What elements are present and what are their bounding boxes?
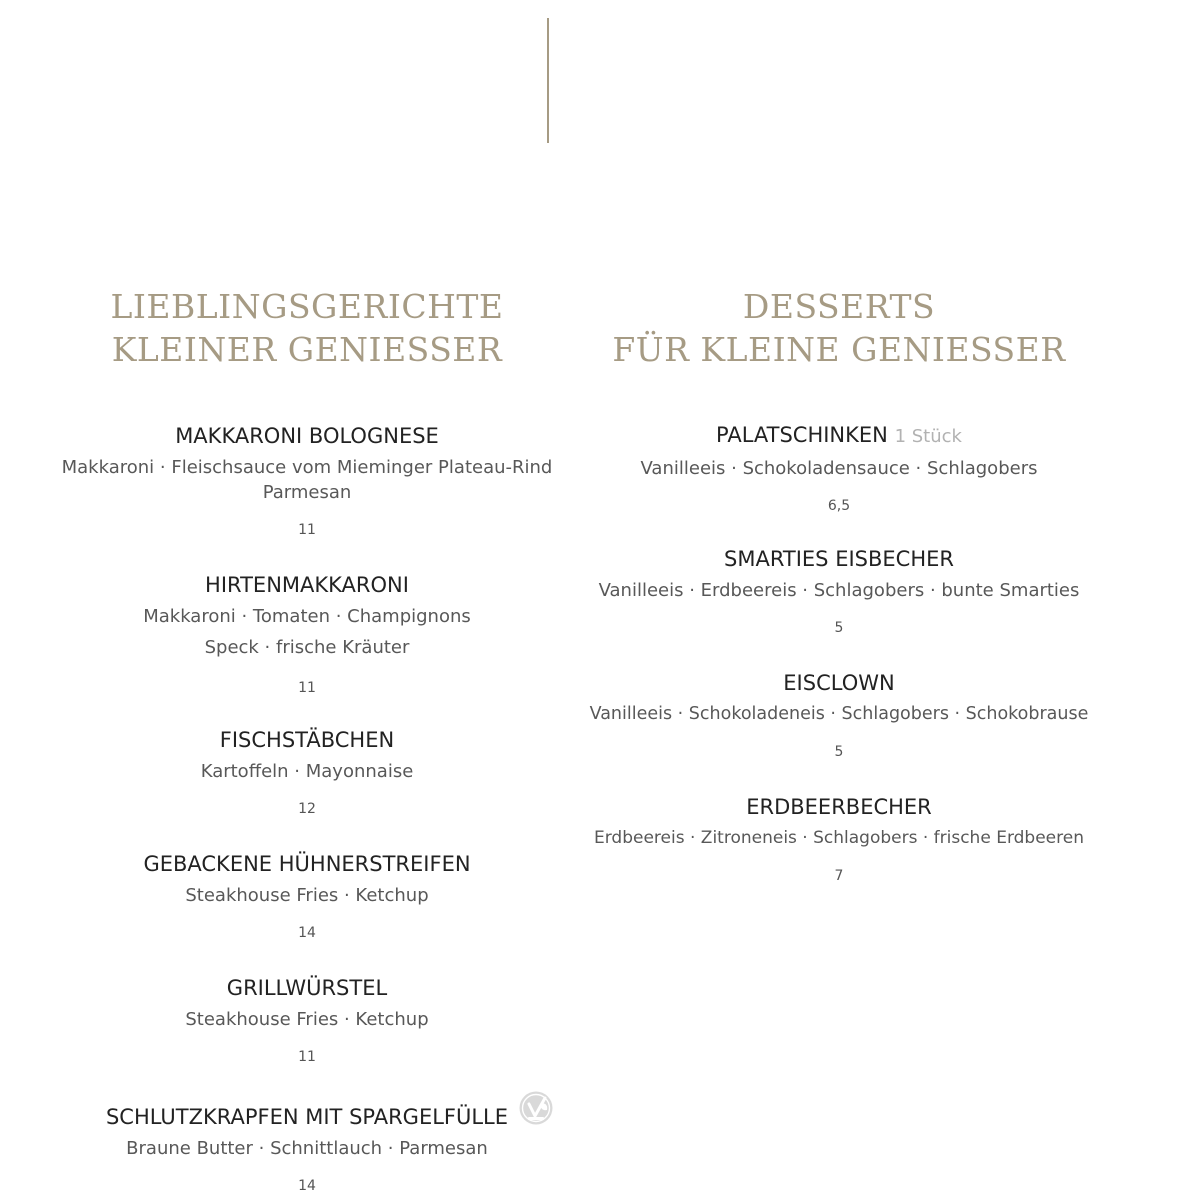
- menu-item-schlutzkrapfen: [57, 1102, 557, 1196]
- vertical-divider: [547, 18, 549, 143]
- kids-desserts-title: [589, 285, 1089, 371]
- item-name: GEBACKENE HÜHNERSTREIFEN: [143, 852, 471, 876]
- item-name: EISCLOWN: [783, 671, 895, 695]
- item-price: 11: [298, 1049, 316, 1065]
- item-price: 12: [298, 801, 316, 817]
- item-description: Vanilleeis · Erdbeereis · Schlagobers · bunte Smarties: [598, 580, 1080, 601]
- item-name: SCHLUTZKRAPFEN MIT SPARGELFÜLLE: [105, 1105, 509, 1129]
- menu-item-erdbeerbecher: [589, 792, 1089, 886]
- kids-dishes-title-line2: KLEINER GENIESSER: [111, 330, 503, 369]
- menu-item-makkaroni-bolognese: [57, 421, 557, 540]
- item-description: Erdbeereis · Zitroneneis · Schlagobers · frische Erdbeeren: [594, 828, 1084, 848]
- item-quantity: 1 Stück: [894, 426, 962, 447]
- kids-desserts-title-line1: DESSERTS: [742, 287, 936, 326]
- item-name: SMARTIES EISBECHER: [724, 547, 954, 571]
- item-price: 7: [834, 868, 844, 884]
- menu-item-grillwuerstel: [57, 973, 557, 1067]
- item-description-line2: Parmesan: [262, 482, 352, 503]
- item-description: [57, 455, 557, 505]
- kids-dishes-title-line1: LIEBLINGSGERICHTE: [110, 287, 504, 326]
- kids-dishes-title: [57, 285, 557, 371]
- item-description-line1: Makkaroni · Fleischsauce vom Mieminger Plateau-Rind: [61, 457, 553, 478]
- item-price: 14: [298, 925, 316, 941]
- vegetarian-leaf-icon: [518, 1090, 554, 1126]
- item-price: 11: [298, 522, 316, 538]
- menu-item-eisclown: [589, 668, 1089, 762]
- item-description: [57, 601, 557, 663]
- menu-item-hirtenmakkaroni: [57, 570, 557, 698]
- item-name-row: [589, 420, 1089, 452]
- item-name: MAKKARONI BOLOGNESE: [175, 424, 439, 448]
- menu-item-fischstaebchen: [57, 725, 557, 819]
- item-name: FISCHSTÄBCHEN: [219, 728, 395, 752]
- item-description: Kartoffeln · Mayonnaise: [200, 761, 414, 782]
- item-price: 11: [298, 680, 316, 696]
- item-description: Steakhouse Fries · Ketchup: [185, 885, 429, 906]
- item-name: GRILLWÜRSTEL: [226, 976, 388, 1000]
- menu-item-gebackene-huehnerstreifen: [57, 849, 557, 943]
- item-description: Steakhouse Fries · Ketchup: [185, 1009, 429, 1030]
- item-price: 5: [834, 744, 844, 760]
- item-description: Vanilleeis · Schokoladeneis · Schlagobers · Schokobrause: [589, 704, 1089, 724]
- item-name: HIRTENMAKKARONI: [205, 573, 409, 597]
- item-description-line2: Speck · frische Kräuter: [204, 637, 410, 658]
- item-name: ERDBEERBECHER: [746, 795, 932, 819]
- kids-desserts-title-line2: FÜR KLEINE GENIESSER: [612, 330, 1066, 369]
- item-description: Braune Butter · Schnittlauch · Parmesan: [126, 1138, 488, 1159]
- item-price: 5: [834, 620, 844, 636]
- menu-item-smarties-eisbecher: [589, 544, 1089, 638]
- item-price: 6,5: [827, 498, 851, 514]
- item-name: PALATSCHINKEN: [716, 423, 888, 447]
- item-description: Vanilleeis · Schokoladensauce · Schlagobers: [640, 458, 1038, 479]
- item-description-line1: Makkaroni · Tomaten · Champignons: [143, 606, 471, 627]
- item-price: 14: [298, 1178, 316, 1194]
- menu-item-palatschinken: [589, 420, 1089, 516]
